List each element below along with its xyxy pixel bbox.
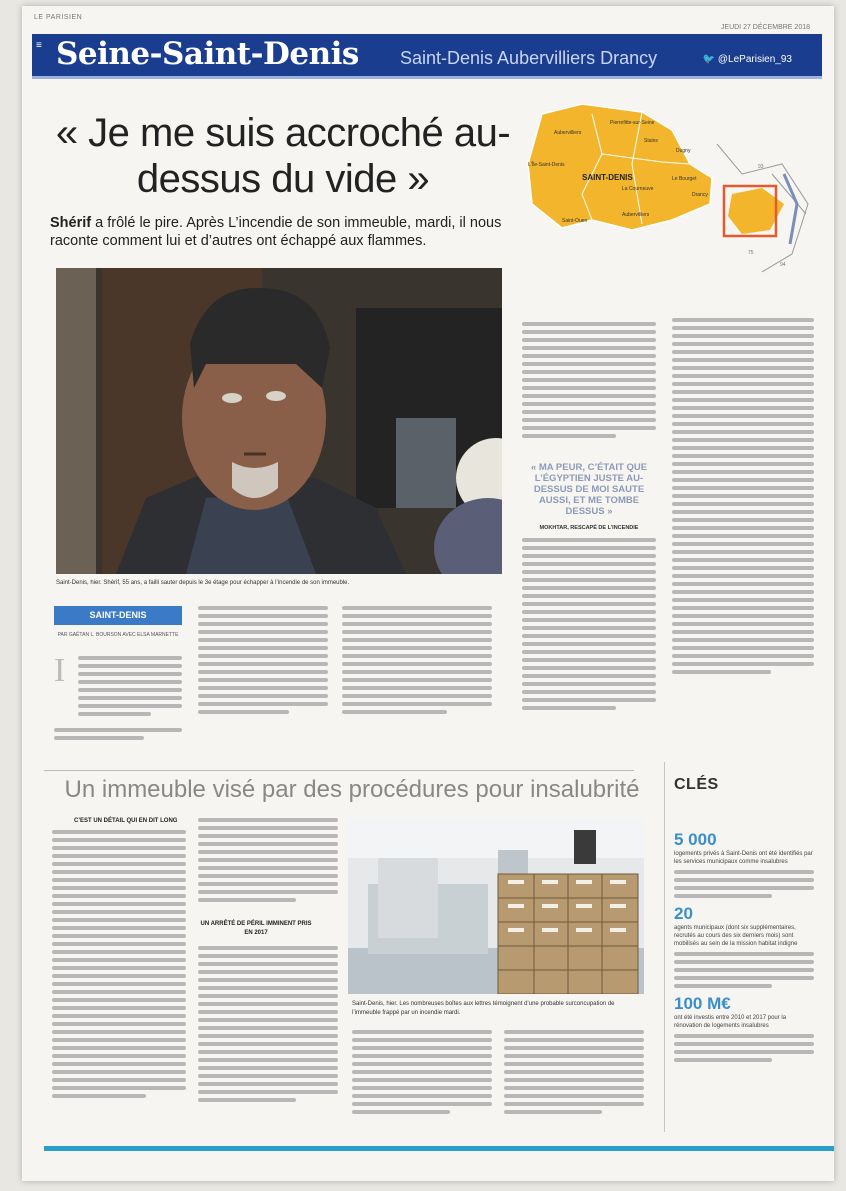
key-figure-3-number: 100 M€ (674, 994, 731, 1013)
masthead-line (34, 10, 820, 31)
mailboxes-photo (348, 818, 644, 994)
key-figure-2-number: 20 (674, 904, 693, 923)
byline: PAR GAËTAN L. BOURSON AVEC ELSA MARNETTE (57, 632, 179, 638)
text-column-4 (522, 322, 656, 442)
key-figure-2-text: agents municipaux (dont six supplémentaires, recrutés au cours des six derniers mois) sont mobilisés au sein de la mission habitat indigne (674, 925, 798, 947)
bottom-rule (44, 1146, 834, 1151)
key-figure-1-number: 5 000 (674, 830, 717, 849)
section-divider (44, 770, 634, 771)
key-figure-1-text: logements privés à Saint-Denis ont été identifiés par les services municipaux comme insalubres (674, 851, 813, 865)
text-column-2 (198, 606, 328, 718)
map-label-pierrefitte: Pierrefitte-sur-Seine (610, 120, 655, 126)
text-column-7b (198, 946, 338, 1106)
menu-icon: ≡ (36, 40, 42, 51)
text-column-6 (52, 830, 186, 1102)
map-label-aubervilliers: Aubervilliers (554, 130, 582, 136)
map-label-94: 94 (780, 262, 786, 268)
map-label-75: 75 (748, 250, 754, 256)
section2-side-head: C’EST UN DÉTAIL QUI EN DIT LONG (74, 818, 178, 824)
text-column-4b (522, 538, 656, 714)
map-label-dugny: Dugny (676, 148, 691, 154)
text-column-3 (342, 606, 492, 718)
text-column-1 (78, 656, 182, 720)
twitter-handle: 🐦 @LeParisien_93 (702, 54, 792, 65)
mailboxes-caption: Saint-Denis, hier. Les nombreuses boîtes aux lettres témoignent d’une probable surconcupation de l’immeuble frappé par un incendie mardi. (352, 1001, 615, 1016)
text-column-1b (54, 728, 182, 744)
photo-caption: Saint-Denis, hier. Shérif, 55 ans, a failli sauter depuis le 3e étage pour échapper à l’incendie de son immeuble. (56, 580, 350, 586)
map-label-93: 93 (758, 164, 764, 170)
newspaper-page (22, 6, 834, 1181)
pull-quote-author: MOKHTAR, RESCAPÉ DE L’INCENDIE (539, 525, 639, 531)
map-label-aubervilliers-2: Aubervilliers (622, 212, 650, 218)
headline: « Je me suis accroché au-dessus du vide » (55, 111, 511, 201)
map-label-ile-saint-denis: L'Île-Saint-Denis (528, 162, 565, 168)
standfirst: Shérif a frôlé le pire. Après L’incendie de son immeuble, mardi, il nous raconte comment lui et d’autres ont échappé aux flammes. (50, 215, 502, 249)
pull-quote: « MA PEUR, C’ÉTAIT QUE L’ÉGYPTIEN JUSTE AU-DESSUS DE MOI SAUTE AUSSI, ET ME TOMBE DESSUS » MOKHTAR, RESCAPÉ DE L’INCENDIE (522, 462, 656, 534)
text-column-5 (672, 318, 814, 678)
text-column-9 (504, 1030, 644, 1118)
section2-mid-head: UN ARRÊTÉ DE PÉRIL IMMINENT PRIS EN 2017 (200, 921, 312, 936)
text-column-7 (198, 818, 338, 906)
department-title: Seine-Saint-Denis (56, 36, 359, 72)
kicker-label: SAINT-DENIS (54, 606, 182, 625)
map-label-stains: Stains (644, 138, 658, 144)
map-label-la-courneuve: La Courneuve (622, 186, 654, 192)
key-figure-3-text: ont été investis entre 2010 et 2017 pour la rénovation de logements insalubres (674, 1015, 787, 1029)
section-banner (32, 34, 822, 79)
section2-title: Un immeuble visé par des procédures pour insalubrité (64, 776, 640, 803)
issue-date: JEUDI 27 DÉCEMBRE 2018 (720, 24, 810, 31)
main-photo (56, 268, 502, 574)
sidebar-divider (664, 762, 665, 1132)
key-figures-sidebar (674, 776, 814, 1066)
locator-map (522, 104, 814, 276)
masthead: LE PARISIEN (34, 14, 83, 21)
drop-cap: I (54, 652, 66, 689)
map-label-saint-denis: SAINT-DENIS (582, 173, 633, 182)
map-label-drancy: Drancy (692, 192, 708, 198)
map-label-le-bourget: Le Bourget (672, 176, 697, 182)
text-column-8 (352, 1030, 492, 1118)
key-figures-title: CLÉS (674, 776, 719, 793)
map-label-saint-ouen: Saint-Ouen (562, 218, 588, 224)
twitter-icon: 🐦 (702, 54, 716, 65)
towns-list: Saint-Denis Aubervilliers Drancy (400, 48, 658, 68)
